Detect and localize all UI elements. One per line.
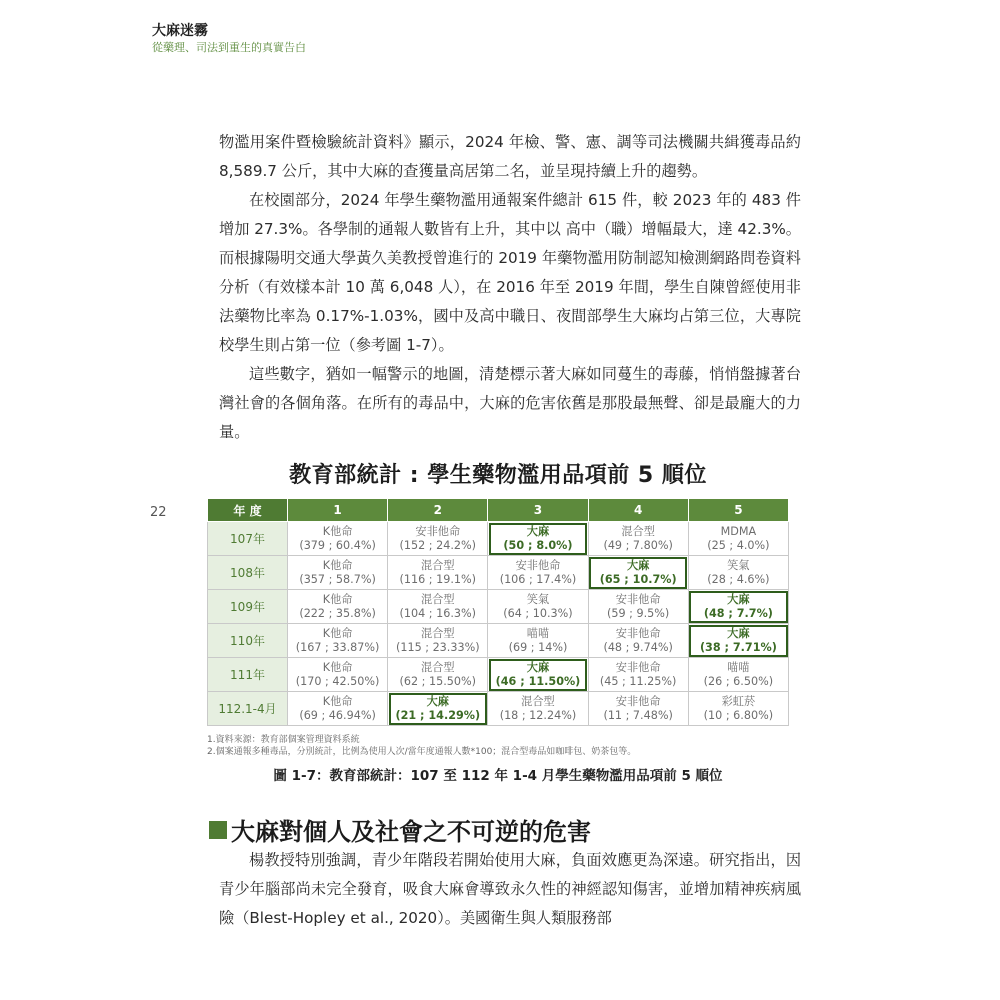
table-cell [488, 556, 588, 590]
drug-ranking-table [207, 498, 789, 726]
drug-count-percent: (64 ; 10.3%) [503, 606, 573, 620]
drug-count-percent: (25 ; 4.0%) [707, 538, 770, 552]
table-cell [388, 522, 488, 556]
table-cell [688, 522, 788, 556]
table-row [208, 624, 789, 658]
paragraph: 在校園部分，2024 年學生藥物濫用通報案件總計 615 件，較 2023 年的 483 件增加 27.3%。各學制的通報人數皆有上升，其中以 高中（職）增幅最大，達 42.3%。而根據陽明交通大學黃久美教授曾進行的 2019 年藥物濫用防制認知檢測網路問卷資料分析（有效樣本計 10 萬 6,048 人），在 2016 年至 2019 年間，學生自陳曾經使用非法藥物比率為 0.17%-1.03%，國中及高中職日、夜間部學生大麻均占第三位，大專院校學生則占第一位（參考圖 1-7）。 [219, 191, 801, 354]
table-cell [288, 692, 388, 726]
drug-count-percent: (170 ; 42.50%) [295, 674, 380, 688]
table-row [208, 692, 789, 726]
drug-count-percent: (46 ; 11.50%) [495, 674, 581, 688]
paragraph: 物濫用案件暨檢驗統計資料》顯示，2024 年檢、警、憲、調等司法機關共緝獲毒品約 8,589.7 公斤，其中大麻的查獲量高居第二名，並呈現持續上升的趨勢。 [219, 133, 801, 180]
drug-name: 喵喵 [727, 660, 750, 674]
drug-name: MDMA [720, 524, 757, 538]
table-cell [288, 556, 388, 590]
drug-count-percent: (49 ; 7.80%) [603, 538, 673, 552]
drug-count-percent: (10 ; 6.80%) [703, 708, 774, 722]
table-cell [588, 556, 688, 590]
drug-count-percent: (222 ; 35.8%) [299, 606, 376, 620]
table-cell [288, 658, 388, 692]
book-title: 大麻迷霧 [152, 23, 208, 39]
drug-name: K他命 [322, 626, 353, 640]
table-cell [688, 624, 788, 658]
table-notes [207, 734, 636, 758]
drug-count-percent: (48 ; 7.7%) [703, 606, 773, 620]
table-cell [388, 692, 488, 726]
table-title: 教育部統計 : 學生藥物濫用品項前 5 順位 [289, 463, 707, 488]
table-row [208, 590, 789, 624]
drug-name: 彩虹菸 [721, 694, 756, 708]
column-header-rank: 5 [688, 499, 788, 522]
square-bullet-icon [209, 821, 227, 839]
running-header [152, 22, 306, 56]
body-paragraphs [219, 128, 801, 447]
drug-name: 安非他命 [515, 558, 561, 572]
drug-name: 笑氣 [526, 592, 550, 606]
year-cell: 111年 [208, 658, 288, 692]
column-header-rank: 1 [288, 499, 388, 522]
book-subtitle: 從藥理、司法到重生的真實告白 [152, 41, 306, 54]
table-cell [588, 692, 688, 726]
drug-count-percent: (59 ; 9.5%) [607, 606, 670, 620]
year-cell: 109年 [208, 590, 288, 624]
table-cell [688, 556, 788, 590]
drug-name: K他命 [322, 592, 353, 606]
drug-name: 混合型 [420, 592, 455, 606]
column-header-year: 年 度 [208, 499, 288, 522]
drug-name: K他命 [322, 694, 353, 708]
table-note: 1.資料來源：教育部個案管理資料系統 [207, 735, 360, 745]
section-heading [209, 812, 591, 847]
drug-name: 大麻 [526, 524, 550, 538]
year-cell: 112.1-4月 [208, 692, 288, 726]
drug-count-percent: (62 ; 15.50%) [399, 674, 477, 688]
drug-name: 混合型 [621, 524, 655, 538]
year-cell: 107年 [208, 522, 288, 556]
drug-name: 安非他命 [615, 660, 661, 674]
table-cell [688, 692, 788, 726]
table-cell [488, 658, 588, 692]
table-cell [388, 658, 488, 692]
table-cell [488, 590, 588, 624]
drug-name: 混合型 [420, 558, 455, 572]
drug-name: K他命 [322, 524, 353, 538]
column-header-rank: 4 [588, 499, 688, 522]
drug-count-percent: (65 ; 10.7%) [599, 572, 677, 586]
table-cell [588, 658, 688, 692]
drug-count-percent: (11 ; 7.48%) [603, 708, 673, 722]
table-row [208, 658, 789, 692]
table-cell [388, 624, 488, 658]
drug-count-percent: (104 ; 16.3%) [399, 606, 477, 620]
drug-count-percent: (26 ; 6.50%) [703, 674, 774, 688]
drug-count-percent: (116 ; 19.1%) [399, 572, 477, 586]
year-cell: 108年 [208, 556, 288, 590]
drug-name: 大麻 [626, 558, 650, 572]
table-cell [488, 692, 588, 726]
table-cell [288, 522, 388, 556]
drug-name: 大麻 [426, 694, 449, 708]
table-cell [388, 590, 488, 624]
drug-count-percent: (69 ; 14%) [508, 640, 568, 654]
page-number: 22 [150, 505, 167, 520]
table-cell [488, 624, 588, 658]
column-header-rank: 2 [388, 499, 488, 522]
drug-count-percent: (115 ; 23.33%) [395, 640, 480, 654]
drug-count-percent: (28 ; 4.6%) [707, 572, 770, 586]
figure-caption: 圖 1-7：教育部統計：107 至 112 年 1-4 月學生藥物濫用品項前 5 順位 [273, 768, 723, 784]
drug-count-percent: (48 ; 9.74%) [603, 640, 673, 654]
drug-name: K他命 [322, 660, 353, 674]
table-note: 2.個案通報多種毒品，分別統計，比例為使用人次/當年度通報人數*100；混合型毒品如咖啡包、奶茶包等。 [207, 747, 637, 757]
paragraph: 這些數字，猶如一幅警示的地圖，清楚標示著大麻如同蔓生的毒藤，悄悄盤據著台灣社會的各個角落。在所有的毒品中，大麻的危害依舊是那股最無聲、卻是最龐大的力量。 [219, 365, 801, 441]
drug-count-percent: (18 ; 12.24%) [499, 708, 577, 722]
drug-count-percent: (45 ; 11.25%) [599, 674, 677, 688]
drug-name: 笑氣 [727, 558, 750, 572]
drug-name: 安非他命 [415, 524, 461, 538]
year-cell: 110年 [208, 624, 288, 658]
drug-name: 大麻 [526, 660, 550, 674]
drug-name: 混合型 [420, 660, 455, 674]
drug-count-percent: (379 ; 60.4%) [299, 538, 376, 552]
table-cell [588, 624, 688, 658]
drug-name: 安非他命 [615, 694, 661, 708]
table-cell [688, 590, 788, 624]
table-cell [588, 522, 688, 556]
table-cell [688, 658, 788, 692]
drug-count-percent: (69 ; 46.94%) [299, 708, 376, 722]
table-header-row [208, 499, 789, 522]
drug-name: 大麻 [727, 626, 750, 640]
drug-name: 混合型 [420, 626, 455, 640]
table-row [208, 556, 789, 590]
table-row [208, 522, 789, 556]
drug-name: 混合型 [521, 694, 555, 708]
drug-name: K他命 [322, 558, 353, 572]
table-cell [288, 590, 388, 624]
table-cell [388, 556, 488, 590]
table-cell [288, 624, 388, 658]
paragraph: 楊教授特別強調，青少年階段若開始使用大麻，負面效應更為深遠。研究指出，因青少年腦部尚未完全發育，吸食大麻會導致永久性的神經認知傷害，並增加精神疾病風險（Blest-Hopley et al., 2020）。美國衛生與人類服務部 [219, 851, 801, 927]
drug-count-percent: (152 ; 24.2%) [399, 538, 477, 552]
drug-count-percent: (167 ; 33.87%) [295, 640, 380, 654]
drug-name: 大麻 [727, 592, 750, 606]
table-cell [488, 522, 588, 556]
drug-count-percent: (106 ; 17.4%) [499, 572, 577, 586]
drug-count-percent: (21 ; 14.29%) [395, 708, 481, 722]
drug-count-percent: (50 ; 8.0%) [503, 538, 573, 552]
drug-name: 安非他命 [615, 626, 661, 640]
drug-count-percent: (357 ; 58.7%) [299, 572, 376, 586]
section-heading-text: 大麻對個人及社會之不可逆的危害 [231, 817, 591, 846]
drug-count-percent: (38 ; 7.71%) [699, 640, 777, 654]
column-header-rank: 3 [488, 499, 588, 522]
drug-name: 安非他命 [615, 592, 661, 606]
drug-name: 喵喵 [526, 626, 550, 640]
table-cell [588, 590, 688, 624]
section-body [219, 846, 801, 933]
